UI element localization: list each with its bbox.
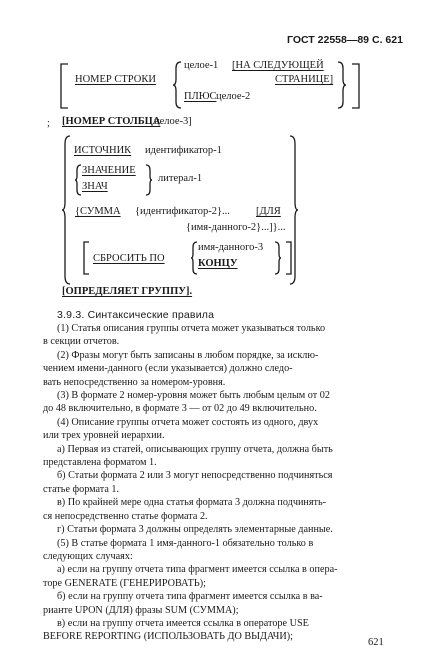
rule-line: (1) Статья описания группы отчета может указываться только (57, 323, 326, 334)
rule-line: вать непосредственно за номером-уровня. (43, 376, 226, 388)
reset-right-brace-icon (275, 242, 283, 274)
left-bracket-icon (60, 64, 70, 108)
rules-text (43, 322, 388, 644)
znach-keyword: ЗНАЧ (82, 181, 108, 192)
rule-line: (3) В формате 2 номер-уровня может быть любым целым от 02 (57, 390, 330, 402)
rule-line: рианте UPON (ДЛЯ) фразы SUM (СУММА); (43, 604, 239, 616)
rule-line: в секции отчетов. (43, 336, 120, 348)
right-brace-icon (338, 62, 348, 108)
rule-line: представлена форматом 1. (43, 457, 157, 469)
rule-line: или трех уровней иерархии. (43, 430, 165, 442)
rule-line: чением имени-данного (если указывается) должно следо- (43, 363, 293, 375)
format-2-marker: ; (47, 118, 50, 129)
standard-number: ГОСТ 22558—89 (287, 34, 370, 46)
celoe-1-label: целое-1 (184, 60, 219, 71)
rule-line: в) По крайней мере одна статья формата 3 должна подчинять- (57, 497, 327, 509)
rule-line: (2) Фразы могут быть записаны в любом порядке, за исклю- (57, 349, 319, 361)
summa-keyword: {СУММА (75, 206, 121, 217)
rule-line: ся непосредственно статье формата 2. (43, 510, 208, 522)
rule-line: следующих случаях: (43, 550, 133, 562)
rule-line: г) Статьи формата 3 должны определять элементарные данные. (57, 524, 333, 536)
opredelyaet-gruppu-keyword: [ОПРЕДЕЛЯЕТ ГРУППУ]. (62, 286, 193, 297)
koncu-keyword: КОНЦУ (198, 258, 238, 269)
plus-keyword: ПЛЮС (184, 91, 217, 102)
right-bracket-icon (352, 64, 362, 108)
nomer-stroki-keyword: НОМЕР СТРОКИ (75, 74, 156, 85)
dlya-keyword: [ДЛЯ (256, 206, 281, 217)
na-sleduyushchey-keyword: [НА СЛЕДУЮЩЕЙ (232, 60, 324, 71)
reset-left-bracket-icon (83, 242, 91, 274)
rule-line: (5) В статье формата 1 имя-данного-1 обязательно только в (57, 537, 314, 549)
celoe-3-label: целое-3] (154, 116, 192, 127)
rule-line: BEFORE REPORTING (ИСПОЛЬЗОВАТЬ ДО ВЫДАЧИ); (43, 631, 294, 643)
section-title: 3.9.3. Синтаксические правила (57, 309, 215, 321)
header-page-ref: С. 621 (372, 34, 403, 46)
rule-line: а) Первая из статей, описывающих группу отчета, должна быть (57, 443, 333, 455)
rule-line: (4) Описание группы отчета может состоять из одного, двух (57, 416, 319, 428)
rule-line: б) Статьи формата 2 или 3 могут непосредственно подчиняться (57, 470, 333, 482)
page-number: 621 (368, 637, 384, 648)
sbrosit-po-keyword: СБРОСИТЬ ПО (93, 253, 165, 264)
istochnik-keyword: ИСТОЧНИК (74, 145, 132, 156)
imya-dannogo-3-label: имя-данного-3 (198, 242, 264, 253)
identifikator-2-label: {идентификатор-2}... (135, 206, 230, 217)
literal-1-label: литерал-1 (158, 173, 203, 184)
rule-line: б) если на группу отчета типа фрагмент имеется ссылка в ва- (57, 591, 323, 603)
rule-line: а) если на группу отчета типа фрагмент имеется ссылка в опера- (57, 564, 338, 576)
rule-line: в) если на группу отчета имеется ссылка в операторе USE (57, 617, 309, 629)
left-brace-icon (173, 62, 183, 108)
nomer-stolbca-keyword: [НОМЕР СТОЛБЦА (62, 116, 161, 127)
rule-line: статье формата 1. (43, 483, 120, 495)
identifikator-1-label: идентификатор-1 (145, 145, 222, 156)
rule-line: торе GENERATE (ГЕНЕРИРОВАТЬ); (43, 577, 206, 589)
rule-line: до 48 включительно, в формате 3 — от 02 до 49 включительно. (43, 403, 317, 415)
small-right-brace-icon (146, 165, 154, 195)
big-right-brace-icon (290, 136, 300, 284)
celoe-2-label: целое-2 (216, 91, 251, 102)
stranice-keyword: СТРАНИЦЕ] (275, 74, 334, 85)
big-left-brace-icon (62, 136, 72, 284)
znachenie-keyword: ЗНАЧЕНИЕ (82, 165, 136, 176)
imya-dannogo-2-label: {имя-данного-2}...]}... (186, 222, 286, 233)
